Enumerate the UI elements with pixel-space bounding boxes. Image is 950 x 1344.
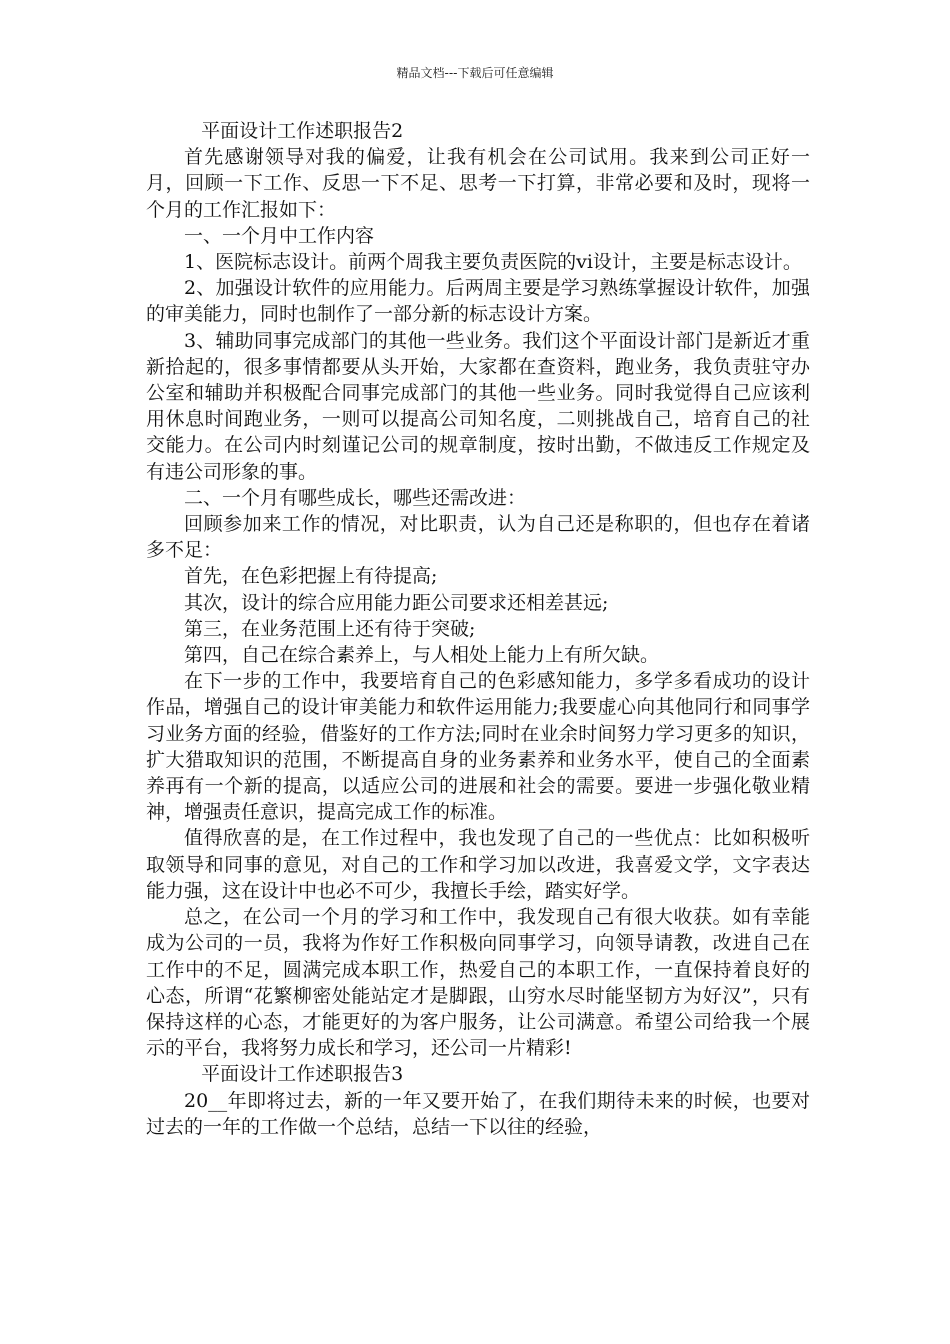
paragraph: 值得欣喜的是，在工作过程中，我也发现了自己的一些优点：比如积极听取领导和同事的意见，对自己的工作和学习加以改进，我喜爱文学，文字表达能力强，这在设计中也必不可少，我擅长手绘，踏实好学。 [146,827,810,902]
section-heading: 一、一个月中工作内容 [184,224,375,247]
paragraph: 首先，在色彩把握上有待提高; [184,565,438,588]
paragraph: 1、医院标志设计。前两个周我主要负责医院的vi设计，主要是标志设计。 [184,251,802,274]
paragraph: 总之，在公司一个月的学习和工作中，我发现自己有很大收获。如有幸能成为公司的一员，我将为作好工作积极向同事学习，向领导请教，改进自己在工作中的不足，圆满完成本职工作，热爱自己的本职工作，一直保持着良好的心态，所谓“花繁柳密处能站定才是脚跟，山穷水尽时能坚韧方为好汉”，只有保持这样的心态，才能更好的为客户服务，让公司满意。希望公司给我一个展示的平台，我将努力成长和学习，还公司一片精彩! [146,906,810,1060]
page-header: 精品文档---下载后可任意编辑 [396,66,554,80]
document-body [146,118,810,1140]
paragraph: 首先感谢领导对我的偏爱，让我有机会在公司试用。我来到公司正好一月，回顾一下工作、反思一下不足、思考一下打算，非常必要和及时，现将一个月的工作汇报如下： [146,146,810,221]
paragraph: 第三，在业务范围上还有待于突破; [184,617,476,640]
paragraph: 3、辅助同事完成部门的其他一些业务。我们这个平面设计部门是新近才重新拾起的，很多事情都要从头开始，大家都在查资料，跑业务，我负责驻守办公室和辅助并积极配合同事完成部门的其他一些业务。同时我觉得自己应该利用休息时间跑业务，一则可以提高公司知名度，二则挑战自己，培育自己的社交能力。在公司内时刻谨记公司的规章制度，按时出勤，不做违反工作规定及有违公司形象的事。 [146,329,810,483]
section-title: 平面设计工作述职报告2 [201,120,404,142]
paragraph: 2、加强设计软件的应用能力。后两周主要是学习熟练掌握设计软件，加强的审美能力，同时也制作了一部分新的标志设计方案。 [146,277,810,326]
paragraph: 回顾参加来工作的情况，对比职责，认为自己还是称职的，但也存在着诸多不足： [146,513,810,562]
paragraph: 其次，设计的综合应用能力距公司要求还相差甚远; [184,591,609,614]
paragraph: 在下一步的工作中，我要培育自己的色彩感知能力，多学多看成功的设计作品，增强自己的设计审美能力和软件运用能力;我要虚心向其他同行和同事学习业务方面的经验，借鉴好的工作方法;同时在业余时间努力学习更多的知识，扩大猎取知识的范围，不断提高自身的业务素养和业务水平，使自己的全面素养再有一个新的提高，以适应公司的进展和社会的需要。要进一步强化敬业精神，增强责任意识，提高完成工作的标准。 [146,670,810,824]
paragraph: 20__年即将过去，新的一年又要开始了，在我们期待未来的时候，也要对过去的一年的工作做一个总结，总结一下以往的经验， [146,1089,810,1138]
paragraph: 第四，自己在综合素养上，与人相处上能力上有所欠缺。 [184,644,660,667]
section-heading: 二、一个月有哪些成长，哪些还需改进： [184,486,527,509]
section-title: 平面设计工作述职报告3 [201,1063,404,1086]
